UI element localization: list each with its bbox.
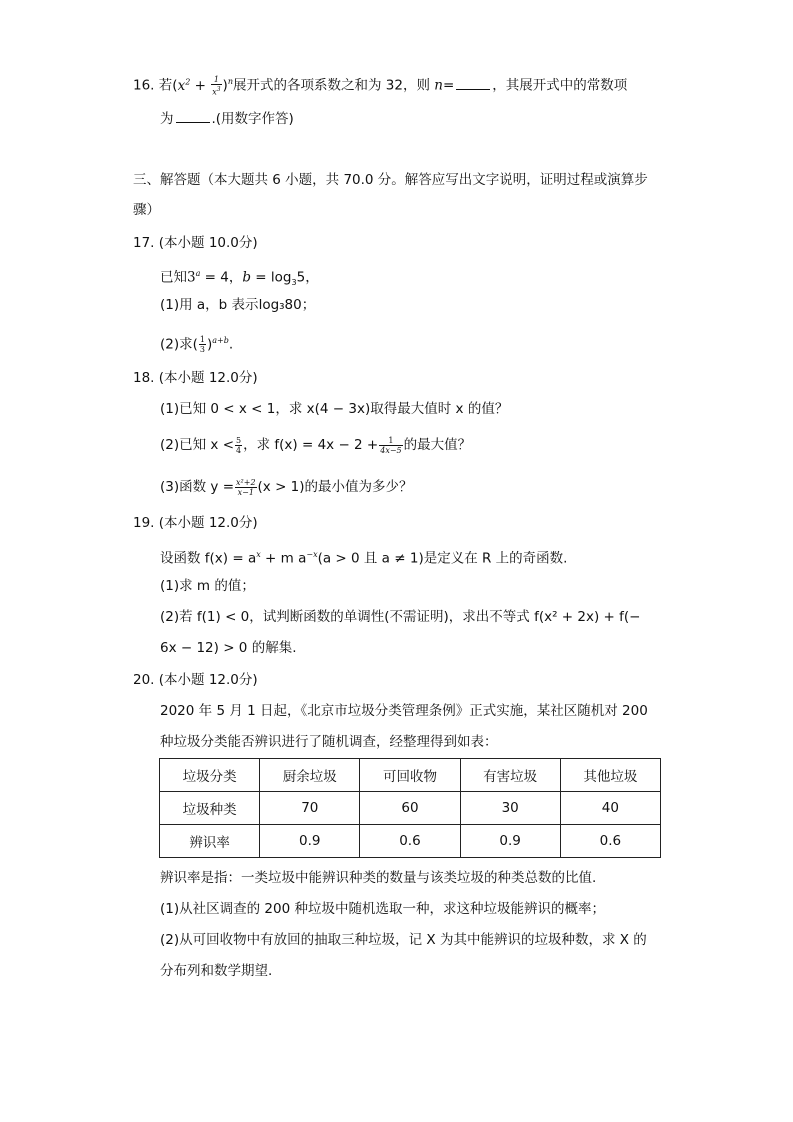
table-header-cell: 其他垃圾 [560,759,660,792]
q16-blank-2[interactable] [176,108,210,123]
q16-fraction-1-over-x3: $\frac{1}{x^3}$ [212,74,221,97]
q16-text-c: ，其展开式中的常数项 [492,77,628,94]
q18-part2-pre: (2)已知 x < [160,437,235,453]
q18-part3-post: (x > 1)的最小值为多少？ [257,479,413,495]
q18-part2-mid: ，求 f(x) = 4x − 2 + [243,437,379,453]
q18-header [133,368,258,388]
q19-part1: (1)求 m 的值； [160,578,255,594]
q17-given-post: ， [305,269,319,286]
q17-part2: (2)求( $\frac{1}{3}$ )$^{a+b}$. [160,335,234,354]
q17-part1 [160,295,315,315]
q18-part3 [160,477,413,497]
table-cell: 40 [560,792,660,825]
q17-fraction-one-third: $\frac{1}{3}$ [199,335,205,354]
table-cell: 30 [460,792,560,825]
q18-part1: (1)已知 0 < x < 1，求 x(4 − 3x)取得最大值时 x 的值？ [160,401,509,417]
table-header-cell: 垃圾分类 [160,759,260,792]
q20-part2-line1: (2)从可回收物中有放回的抽取三种垃圾，记 X 为其中能辨识的垃圾种数，求 X 的 [160,932,647,948]
table-cell: 60 [360,792,460,825]
table-cell: 垃圾种类 [160,792,260,825]
q20-intro-line1: 2020 年 5 月 1 日起，《北京市垃圾分类管理条例》正式实施，某社区随机对 200 [160,703,648,719]
q18-fraction-1-over-4x-5: $\frac{1}{4x-5}$ [380,435,402,455]
q19-stem: 设函数 $f(x) = a^x + m$ $a^{-x}(a > 0$ 且 a ≠ 1)是定义在 R 上的奇函数. [160,550,568,567]
table-cell: 0.9 [460,825,560,858]
table-cell: 0.6 [560,825,660,858]
q17-part2-post: ) [206,336,213,353]
q17-score: (本小题 10.0分) [158,235,258,251]
q17-part2-pre: (2)求( [160,336,198,353]
q17-number: 17. [133,235,155,251]
table-row [160,825,661,858]
q18-number: 18. [133,370,155,386]
q20-intro-line2: 种垃圾分类能否辨识进行了随机调查，经整理得到如表： [160,734,498,750]
q18-score: (本小题 12.0分) [158,370,258,386]
q16-line2 [160,108,294,129]
q19-part2-line2: 6x − 12) > 0 的解集. [160,640,297,656]
garbage-survey-table [159,758,661,858]
q19-header [133,513,258,533]
q20-header [133,670,258,690]
table-header-cell: 有害垃圾 [460,759,560,792]
q16-text-e: .(用数字作答) [211,111,294,127]
q16-text-d: 为 [160,111,174,127]
q19-score: (本小题 12.0分) [158,515,258,531]
q18-fraction-5-over-4: $\frac{5}{4}$ [236,435,242,455]
q16-binomial-base: $x^2$ + [177,77,211,94]
q16-line1: 16. 若($x^2$ + $\frac{1}{x^3}$ )$^n$展开式的各项系数之和为 32，则 n= ，其展开式中的常数项 [133,74,628,97]
table-cell: 70 [260,792,360,825]
table-row [160,792,661,825]
section3-heading-line2: 骤） [133,202,160,218]
q19-stem-pre: 设函数 f(x) = a [160,550,257,567]
q20-note: 辨识率是指：一类垃圾中能辨识种类的数量与该类垃圾的种类总数的比值. [160,870,597,886]
q18-part3-pre: (3)函数 y = [160,479,235,495]
q18-part2-post: 的最大值？ [403,437,472,453]
q16-blank-1[interactable] [456,75,490,90]
section3-heading-line1: 三、解答题（本大题共 6 小题，共 70.0 分。解答应写出文字说明，证明过程或演算步 [133,172,648,188]
table-header-row [160,759,661,792]
q20-score: (本小题 12.0分) [158,672,258,688]
table-header-cell: 可回收物 [360,759,460,792]
q19-number: 19. [133,515,155,531]
q16-text-a: 若( [158,77,178,94]
table-header-cell: 厨余垃圾 [260,759,360,792]
q20-part1: (1)从社区调查的 200 种垃圾中随机选取一种，求这种垃圾能辨识的概率； [160,901,605,917]
q16-paren: ) [222,77,228,94]
q20-part2-line2: 分布列和数学期望. [160,963,273,979]
q19-stem-post: (a > 0 且 a ≠ 1)是定义在 R 上的奇函数. [317,550,568,567]
q18-part2 [160,435,471,455]
q17-part1-text: (1)用 a，b 表示 [160,297,259,313]
q16-number: 16. [133,77,155,94]
q17-part1-log: log₃80； [258,297,316,313]
table-cell: 辨识率 [160,825,260,858]
q19-stem-mid: + m a [260,550,307,567]
q17-given-pre: 已知 [160,269,187,286]
q19-part2-line1: (2)若 f(1) < 0，试判断函数的单调性(不需证明)，求出不等式 f(x² + 2x) + f(− [160,609,641,625]
q20-number: 20. [133,672,155,688]
q16-text-b: 展开式的各项系数之和为 32，则 [232,77,435,94]
table-cell: 0.9 [260,825,360,858]
q16-n-var: n [434,77,443,94]
table-cell: 0.6 [360,825,460,858]
q18-fraction-x2plus2-over-xminus1: $\frac{\text{x²+2}}{x-1}$ [236,477,256,497]
q17-given: 已知$3^a = 4$，$b = \log_35$， [160,269,319,288]
q17-header [133,233,258,253]
